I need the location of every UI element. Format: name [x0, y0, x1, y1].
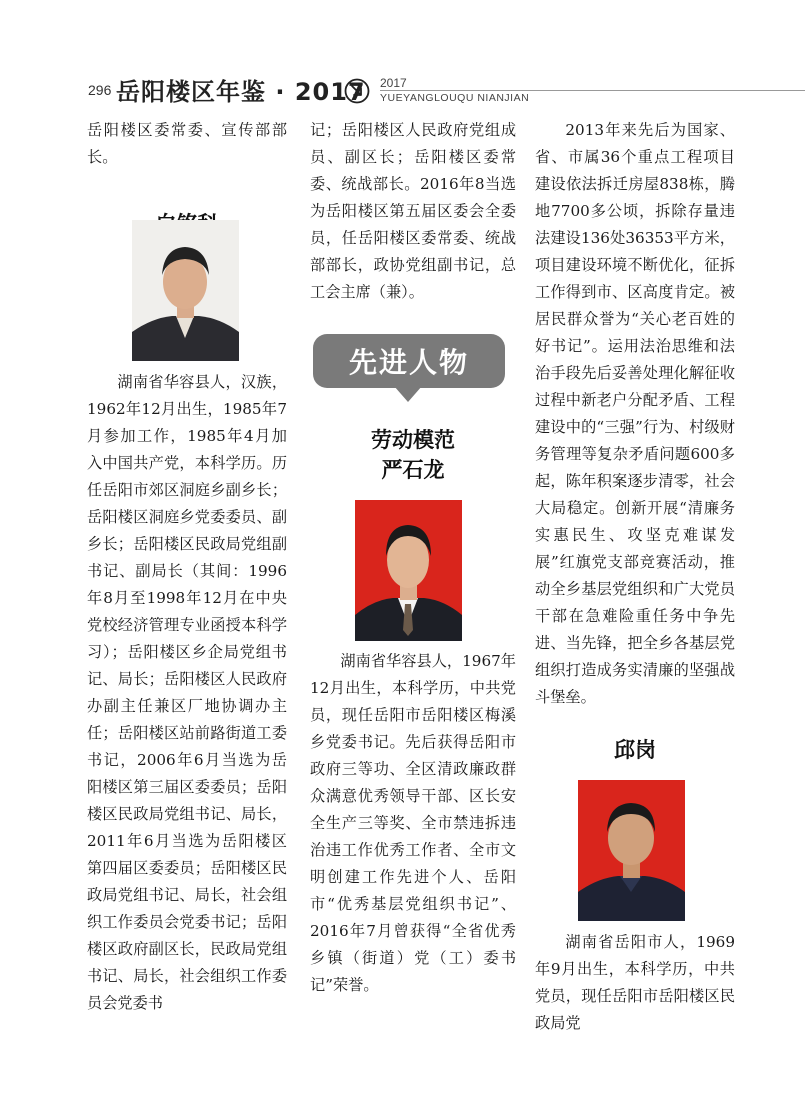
header-rule	[380, 90, 805, 91]
arrow-circle-icon	[344, 78, 370, 104]
person-name-qiu: 邱岗	[614, 738, 656, 762]
portrait-bai	[132, 220, 239, 361]
column-right	[535, 117, 735, 711]
col3-top-text: 2013年来先后为国家、省、市属36个重点工程项目建设依法拆迁房屋838栋，腾地7700多公顷，拆除存量违法建设136处36353平方米，项目建设环境不断优化，征拆工作得到市、区高度肯定。被居民群众誉为“关心老百姓的好书记”。运用法治思维和法治手段先后妥善处理化解征收过程中新老户分配矛盾、工程建设中的“三强”行为、村级财务管理等复杂矛盾问题600多起，陈年积案逐步清零，社会大局稳定。创新开展“清廉务实惠民生、攻坚克难谋发展”红旗党支部竞赛活动，推动全乡基层党组织和广大党员干部在急难险重任务中争先进、当先锋，把全乡各基层党组织打造成务实清廉的坚强战斗堡垒。	[535, 121, 735, 706]
header-subtitle: YUEYANGLOUQU NIANJIAN	[380, 92, 530, 104]
col2-top-text: 记；岳阳楼区人民政府党组成员、副区长；岳阳楼区委常委、统战部长。2016年8当选为岳阳楼区第五届区委会全委员，任岳阳楼区委常委、统战部部长，政协党组副书记，总工会主席（兼）。	[310, 121, 516, 301]
person-name-yan: 严石龙	[381, 458, 445, 482]
qiu-heading-wrap	[535, 737, 735, 764]
bio-qiu: 湖南省岳阳市人，1969年9月出生，本科学历，中共党员，现任岳阳市岳阳楼区民政局党	[535, 933, 735, 1032]
col1-top-line: 岳阳楼区委常委、宣传部部长。	[87, 121, 287, 166]
header-year: 2017	[380, 76, 407, 90]
bio-qiu-wrap	[535, 929, 735, 1037]
portrait-yan	[355, 500, 462, 641]
book-title: 岳阳楼区年鉴 · 2017	[116, 78, 366, 106]
page-header	[0, 0, 805, 110]
bio-bai-wrap	[87, 369, 287, 1017]
column-middle	[310, 117, 516, 306]
page-number: 296	[88, 82, 112, 98]
bio-yan-wrap	[310, 648, 516, 999]
bio-bai: 湖南省华容县人，汉族，1962年12月出生，1985年7月参加工作，1985年4月加入中国共产党，本科学历。历任岳阳市郊区洞庭乡副乡长；岳阳楼区洞庭乡党委委员、副乡长；岳阳楼区民政局党组副书记、副局长（其间：1996年8月至1998年12月在中央党校经济管理专业函授本科学习）；岳阳楼区乡企局党组书记、局长；岳阳楼区人民政府办副主任兼区厂地协调办主任；岳阳楼区站前路街道工委书记，2006年6月当选为岳阳楼区第三届区委委员；岳阳楼区民政局党组书记、局长，2011年6月当选为岳阳楼区第四届区委委员；岳阳楼区民政局党组书记、局长，社会组织工作委员会党委书记；岳阳楼区政府副区长，民政局党组书记、局长，社会组织工作委员会党委书	[87, 373, 287, 1012]
bio-yan: 湖南省华容县人，1967年12月出生，本科学历，中共党员，现任岳阳市岳阳楼区梅溪乡党委书记。先后获得岳阳市政府三等功、全区清政廉政群众满意优秀领导干部、区长安全生产三等奖、全市禁违拆违治违工作优秀工作者、全市文明创建工作先进个人、岳阳市“优秀基层党组织书记”、2016年7月曾获得“全省优秀乡镇（街道）党（工）委书记”荣誉。	[310, 652, 516, 994]
award-heading	[310, 425, 516, 485]
portrait-qiu	[578, 780, 685, 921]
banner-pointer	[394, 386, 422, 402]
section-banner: 先进人物	[313, 334, 505, 388]
award-title: 劳动模范	[371, 428, 455, 452]
